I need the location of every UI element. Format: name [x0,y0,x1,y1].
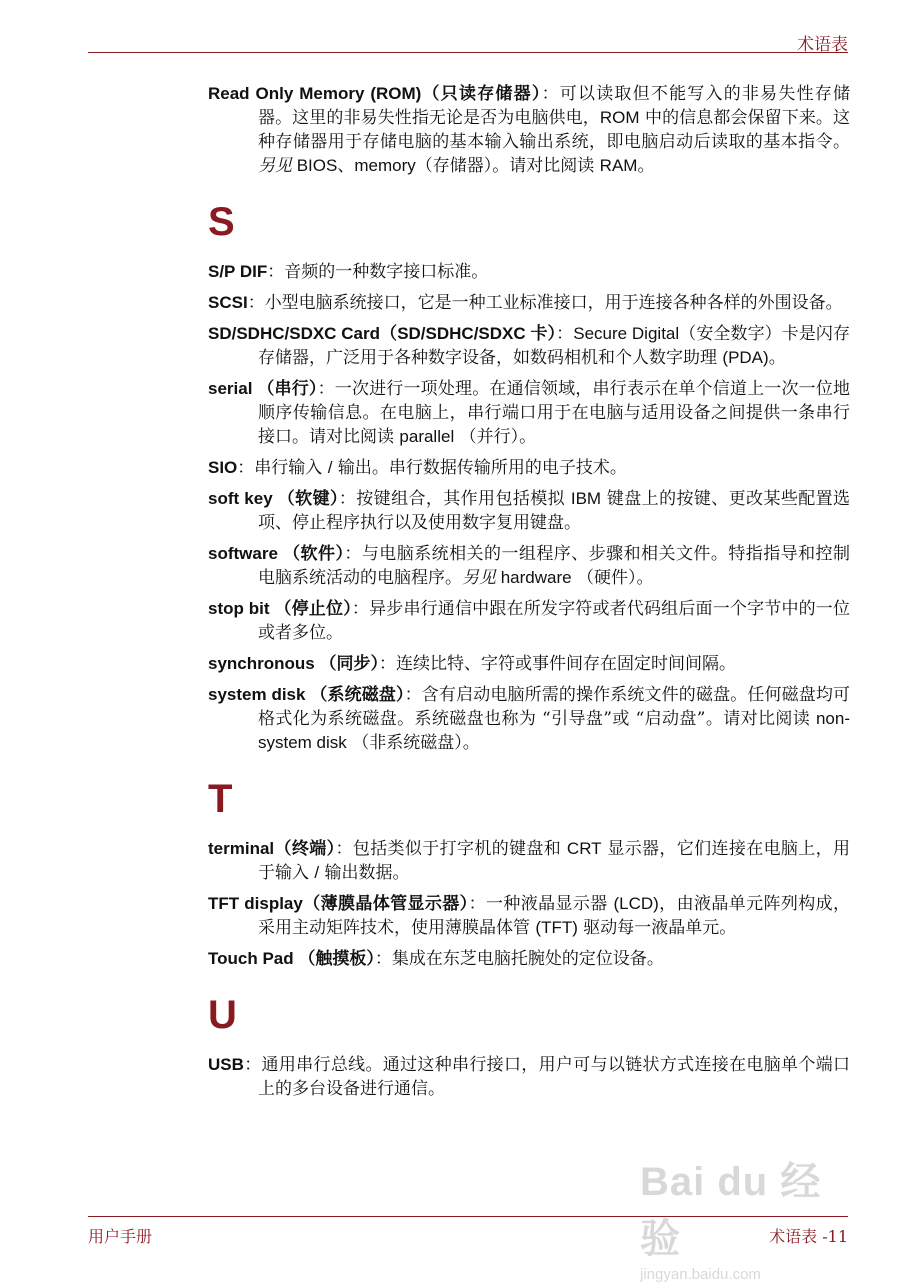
entry-term: system disk [208,685,306,704]
entry-term: TFT display [208,894,303,913]
glossary-entry [208,487,850,535]
entry-definition-text: 输出。串行数据传输所用的电子技术。 [332,458,627,478]
section-letter-u: U [208,993,237,1037]
glossary-entry [208,1053,850,1101]
entry-term: SIO [208,458,238,477]
entry-definition-text: 通用串行总线。通过这种串行接口，用户可与以链状方式连接在电脑单个端口上的多台设备进行通信。 [258,1055,851,1099]
entry-separator: ： [243,1055,262,1075]
entry-definition-text: (PDA) [722,348,769,367]
glossary-entry [208,837,850,885]
entry-term: soft key [208,489,273,508]
entry-definition-text: （硬件）。 [571,568,654,588]
entry-separator: ： [541,84,560,104]
entry-term: USB [208,1055,244,1074]
entry-separator: ： [404,685,422,705]
entry-definition-text: （非系统磁盘）。 [346,733,480,753]
entry-term: Read Only Memory (ROM) [208,84,422,103]
watermark-url: jingyan.baidu.com [640,1266,761,1283]
entry-separator: ： [378,654,396,674]
entry-term: terminal [208,839,275,858]
entry-term: software [208,544,278,563]
entry-definition-text: 驱动每一液晶单元。 [577,918,737,938]
entry-definition-text: 一种液晶显示器 [485,894,614,914]
entry-definition-text: hardware [496,568,572,587]
glossary-entry [208,683,850,755]
baidu-watermark [640,1150,860,1283]
entry-definition-text: 小型电脑系统接口，它是一种工业标准接口，用于连接各种各样的外围设备。 [264,293,843,313]
section-letter-t: T [208,777,233,821]
entry-definition-text: BIOS [292,156,338,175]
entry-definition-text: (TFT) [535,918,578,937]
entry-definition-text: / [327,458,333,477]
entry-definition-text: 含有启动电脑所需的操作系统文件的磁盘。任何磁盘均可格式化为系统磁盘。系统磁盘也称为 “引导盘”或 “启动盘”。请对比阅读 [258,685,851,729]
entry-definition-text: 显示器，它们连接在电脑上，用于输入 [258,839,851,883]
entry-term: SCSI [208,293,248,312]
entry-separator: ： [335,839,353,859]
page-header-title: 术语表 [797,35,848,55]
entry-definition-text: 。 [768,348,786,368]
entry-term-chinese: （SD/SDHC/SDXC 卡） [380,324,557,343]
watermark-logo: Bai du 经验 [640,1160,822,1261]
entry-definition-text: 一次进行一项处理。在通信领域，串行表示在单个信道上一次一位地顺序传输信息。在电脑上，串行端口用于在电脑与适用设备之间提供一条串行接口。请对比阅读 [258,379,851,447]
entry-definition-text: ，由液晶单元阵列构成，采用主动矩阵技术，使用薄膜晶体管 [258,894,851,938]
entry-term-chinese: （系统磁盘） [305,685,405,704]
glossary-body [208,82,850,1108]
header-rule [88,52,848,53]
entry-separator: ： [267,262,285,282]
entry-term-chinese: （终端） [274,839,336,858]
entry-separator: ： [247,293,265,313]
entry-definition-text: 输出数据。 [319,863,410,883]
entry-term-chinese: （同步） [314,654,379,673]
entry-separator: ： [556,324,574,344]
section-letter-s: S [208,200,235,244]
entry-definition-text: RAM [599,156,638,175]
glossary-entry [208,377,850,449]
entry-term-chinese: （软件） [277,544,345,563]
entry-separator: ： [351,599,370,619]
entry-definition-text: 与电脑系统相关的一组程序、步骤和相关文件。特指指导和控制电脑系统活动的电脑程序。 [258,544,851,588]
entry-definition-text: memory [354,156,416,175]
entry-definition-text: 。 [637,156,655,176]
entry-definition-text: 键盘上的按键、更改某些配置选项、停止程序执行以及使用数字复用键盘。 [258,489,851,533]
entry-definition-text: 中的信息都会保留下来。这种存储器用于存储电脑的基本输入输出系统，即电脑启动后读取的基本指令。 [258,108,850,152]
entry-definition-text: 按键组合，其作用包括模拟 [356,489,571,509]
entry-separator: ： [468,894,486,914]
entry-definition-text: （并行）。 [454,427,537,447]
entry-term-chinese: （触摸板） [293,949,375,968]
entry-term-chinese: （薄膜晶体管显示器） [302,894,469,913]
entry-definition-text: Secure Digital [573,324,680,343]
entry-term-chinese: （只读存储器） [421,84,542,103]
entry-term: S/P DIF [208,262,268,281]
glossary-entry [208,542,850,590]
entry-separator: ： [317,379,335,399]
glossary-entry [208,322,850,370]
entry-separator: ： [237,458,255,478]
entry-definition-text: （存储器）。请对比阅读 [415,156,600,176]
entry-definition-text: 串行输入 [254,458,328,478]
entry-definition-text: non-system disk [258,709,850,752]
entry-definition-text: 可以读取但不能写入的非易失性存储器。这里的非易失性指无论是否为电脑供电， [258,84,851,128]
entry-definition-text: 异步串行通信中跟在所发字符或者代码组后面一个字节中的一位或者多位。 [258,599,850,643]
entry-definition-text: ROM [599,108,640,127]
glossary-entry [208,597,850,645]
entry-definition-text: 连续比特、字符或事件间存在固定时间间隔。 [395,654,736,674]
entry-separator: ： [344,544,362,564]
entry-separator: ： [338,489,357,509]
entry-definition-text: parallel [399,427,455,446]
entry-definition-text: 另见 [462,568,496,588]
entry-term: stop bit [208,599,270,618]
glossary-entry [208,291,850,315]
entry-term-chinese: （串行） [252,379,318,398]
entry-term: SD/SDHC/SDXC Card [208,324,381,343]
glossary-entry [208,892,850,940]
footer-page-number: 术语表 -11 [769,1227,848,1246]
entry-definition-text: CRT [566,839,602,858]
footer-manual-label: 用户手册 [88,1227,153,1246]
entry-term: serial [208,379,253,398]
entry-definition-text: 、 [337,156,355,176]
glossary-entry [208,947,850,971]
entry-term-chinese: （停止位） [269,599,352,618]
entry-definition-text: / [314,863,320,882]
entry-definition-text: (LCD) [613,894,659,913]
entry-definition-text: 集成在东芝电脑托腕处的定位设备。 [391,949,664,969]
glossary-entry [208,456,850,480]
entry-definition-text: （安全数字）卡是闪存存储器，广泛用于各种数字设备，如数码相机和个人数字助理 [258,324,851,368]
entry-separator: ： [374,949,392,969]
entry-definition-text: IBM [570,489,602,508]
entry-term: synchronous [208,654,315,673]
entry-definition-text: 另见 [258,156,292,176]
glossary-entry [208,260,850,284]
entry-term-chinese: （软键） [272,489,339,508]
glossary-entry [208,652,850,676]
glossary-entry [208,82,850,178]
entry-definition-text: 音频的一种数字接口标准。 [284,262,489,282]
entry-term: Touch Pad [208,949,294,968]
entry-definition-text: 包括类似于打字机的键盘和 [352,839,567,859]
